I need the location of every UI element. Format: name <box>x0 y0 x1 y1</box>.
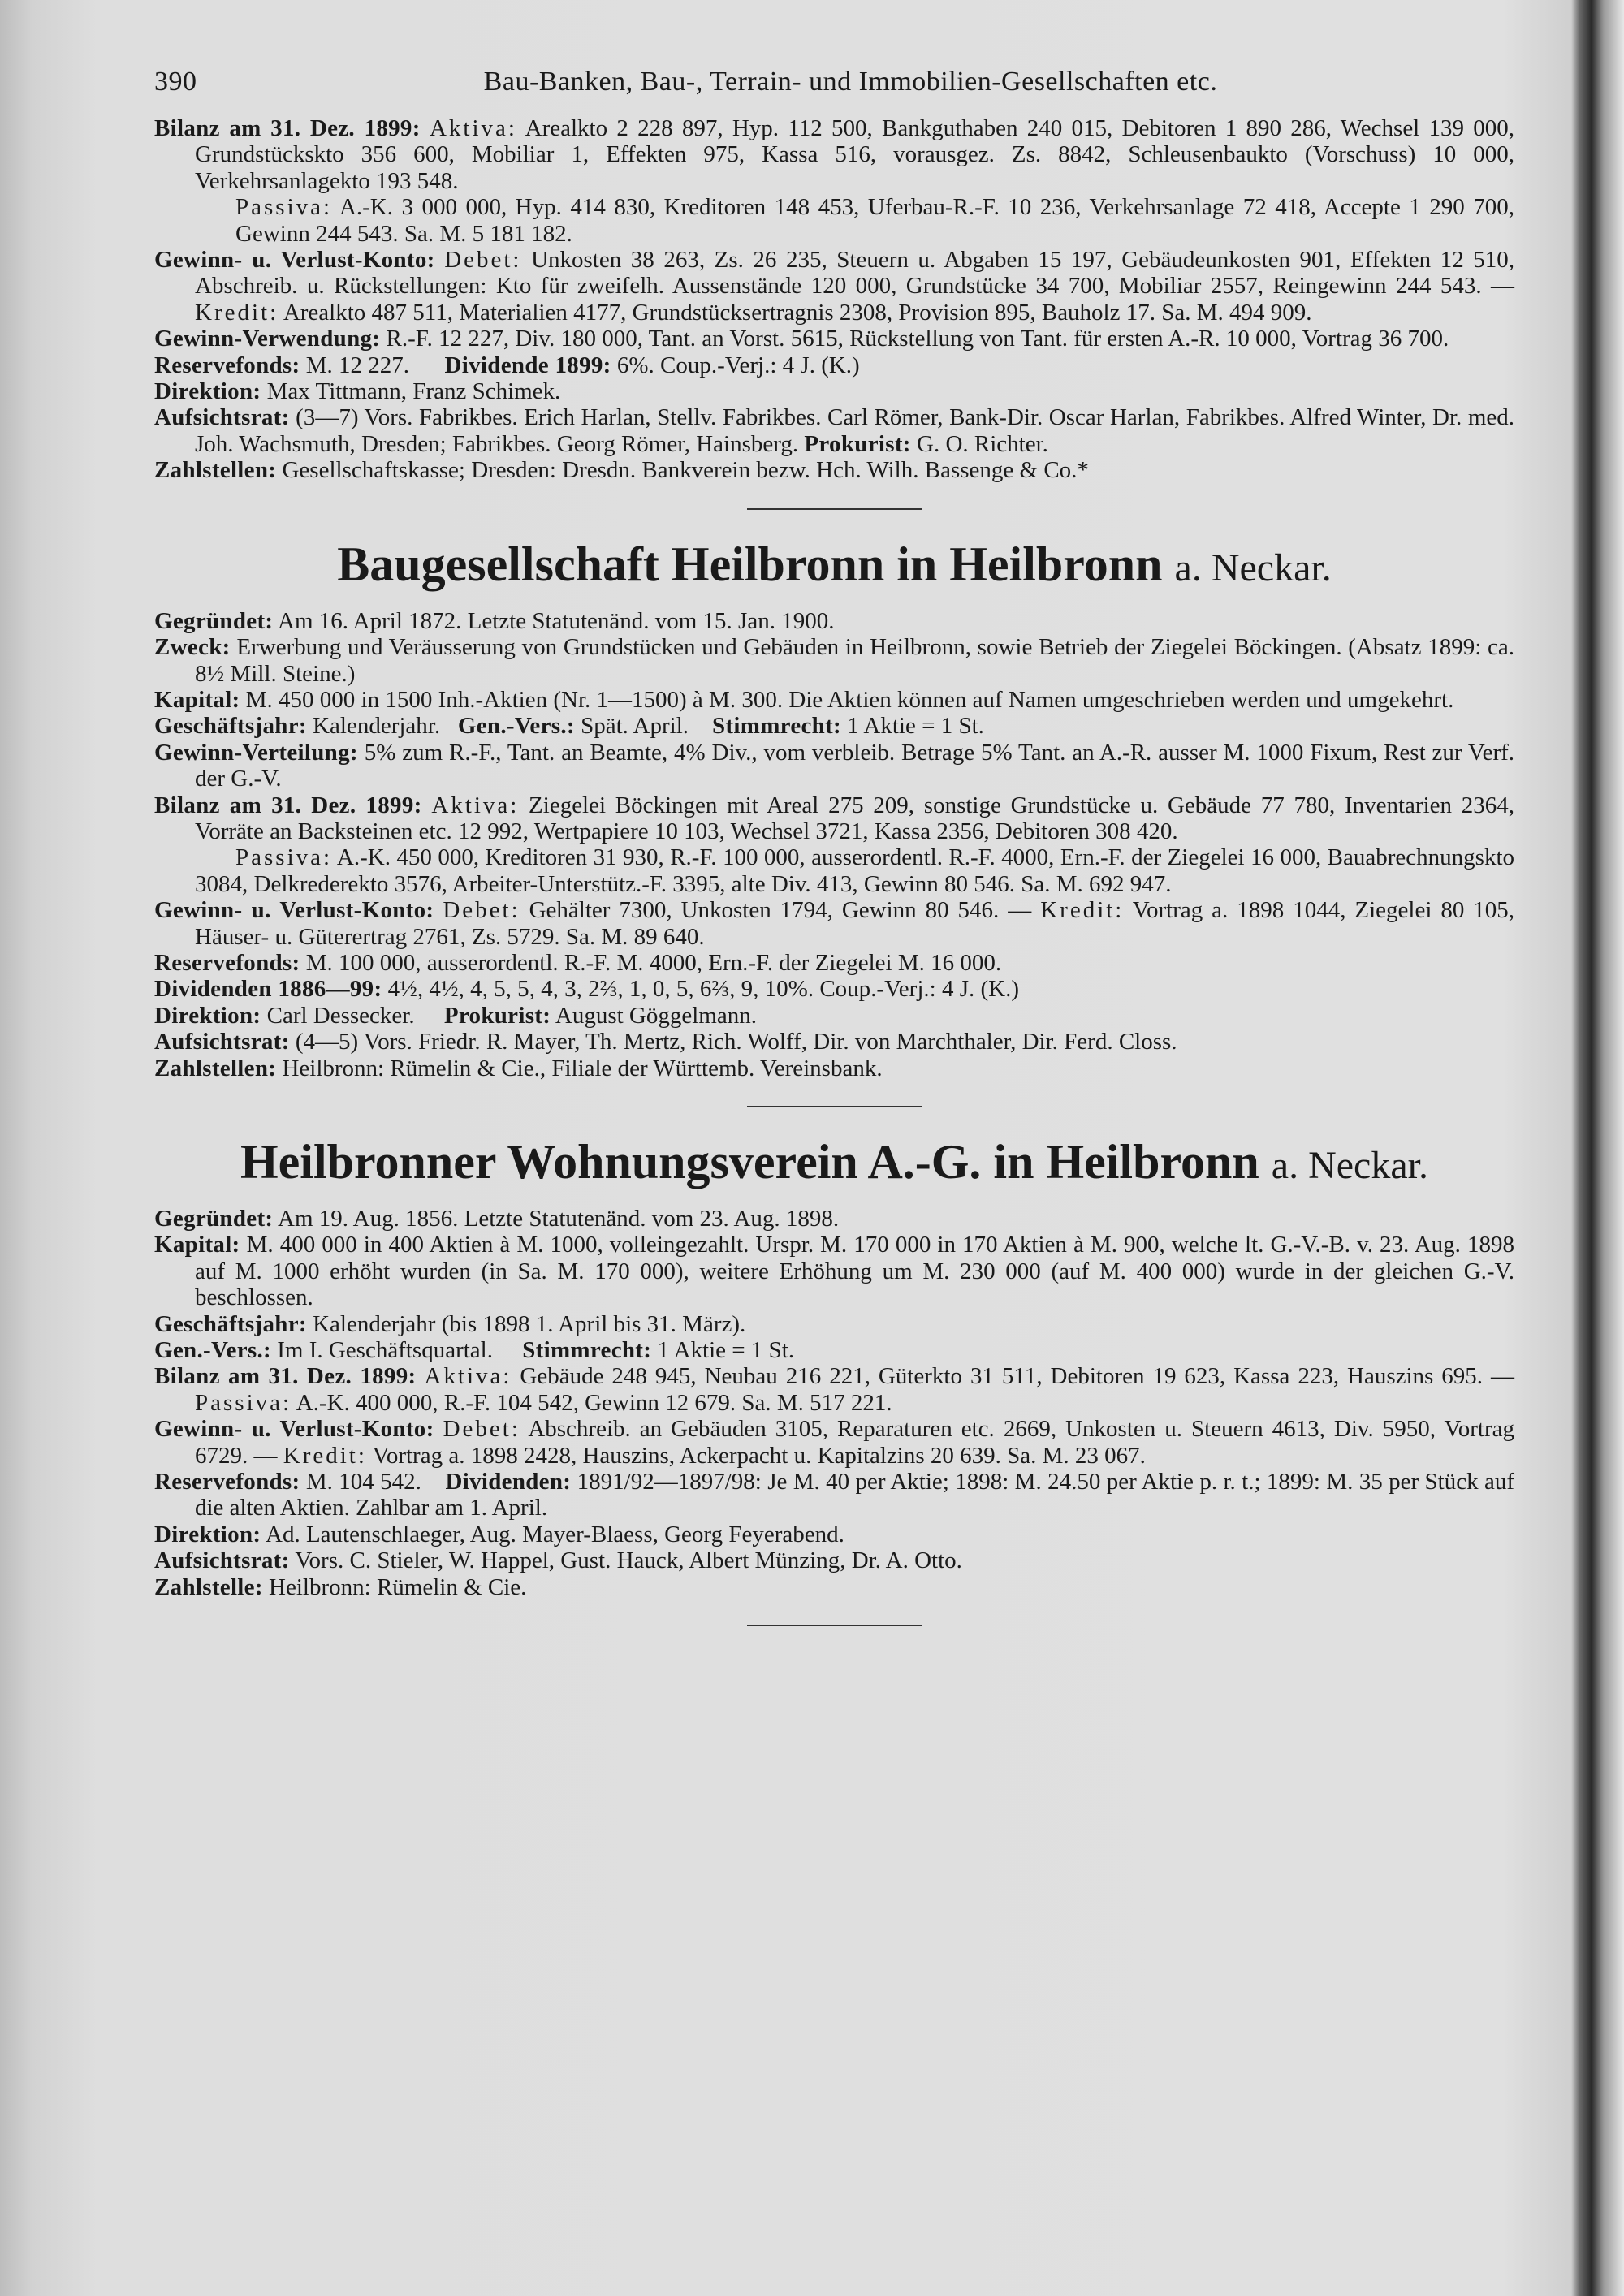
zweck-entry <box>154 634 1514 687</box>
verwendung-label: Gewinn-Verwendung: <box>154 326 381 352</box>
verteilung-label: Gewinn-Verteilung: <box>154 739 358 766</box>
reserve-dividende-entry <box>154 352 1514 378</box>
direktion-entry <box>154 1003 1514 1029</box>
aktiva-text: Gebäude 248 945, Neubau 216 221, Güterkto 31 511, Debitoren 19 623, Kassa 223, Hauszins 695. — <box>520 1363 1514 1390</box>
direktion-label: Direktion: <box>154 1002 261 1029</box>
passiva-text: A.-K. 3 000 000, Hyp. 414 830, Kreditoren 148 453, Uferbau-R.-F. 10 236, Verkehrsanlage 72 418, Accepte 1 290 700, Gewinn 244 543. Sa. M. 5 181 182. <box>235 194 1515 247</box>
kapital-entry <box>154 1232 1514 1310</box>
zahlstellen-entry <box>154 457 1514 483</box>
zahlstelle-text: Heilbronn: Rümelin & Cie. <box>269 1573 527 1600</box>
genvers-text: Im I. Geschäftsquartal. <box>277 1337 493 1364</box>
passiva-text: A.-K. 450 000, Kreditoren 31 930, R.-F. 100 000, ausserordentl. R.-F. 4000, Ern.-F. der Ziegelei 16 000, Bauabrechnungskto 3084, Delkrederekto 3576, Arbeiter-Unterstütz.-F. 3395, alte Div. 413, Gewinn 80 546. Sa. M. 692 947. <box>195 844 1514 897</box>
debet-text: Unkosten 38 263, Zs. 26 235, Steuern u. Abgaben 15 197, Gebäudeunkosten 901, Effekten 12 510, Abschreib. u. Rückstellungen: Kto für zweifelh. Aussenstände 120 000, Grundstücke 34 700, Mobiliar 2557, Reingewinn 244 543. — <box>195 247 1515 300</box>
bilanz-label: Bilanz am 31. Dez. 1899: <box>154 1363 417 1390</box>
zahlstellen-text: Heilbronn: Rümelin & Cie., Filiale der Württemb. Vereinsbank. <box>282 1055 883 1081</box>
company-title <box>154 1132 1514 1196</box>
passiva-label: Passiva: <box>235 194 333 221</box>
dividenden-label: Dividenden 1886—99: <box>154 976 382 1003</box>
aufsichtsrat-label: Aufsichtsrat: <box>154 404 290 431</box>
company-title-text: Heilbronner Wohnungsverein A.-G. in Heilbronn <box>240 1135 1259 1189</box>
passiva-text: A.-K. 400 000, R.-F. 104 542, Gewinn 12 679. Sa. M. 517 221. <box>296 1389 892 1416</box>
geschaeftsjahr-label: Geschäftsjahr: <box>154 713 307 740</box>
company-title <box>154 534 1514 598</box>
bilanz-entry <box>154 1363 1514 1416</box>
aktiva-text: Arealkto 2 228 897, Hyp. 112 500, Bankguthaben 240 015, Debitoren 1 890 286, Wechsel 139 000, Grundstückskto 356 600, Mobiliar 1, Effekten 975, Kassa 516, vorausgez. Zs. 8842, Schleusenbaukto (Vorschuss) 10 000, Verkehrsanlagekto 193 548. <box>195 115 1515 194</box>
dividende-text: 6%. Coup.-Verj.: 4 J. (K.) <box>616 352 860 378</box>
bilanz-label: Bilanz am 31. Dez. 1899: <box>154 792 422 818</box>
passiva-label: Passiva: <box>235 844 333 871</box>
kredit-label: Kredit: <box>1040 897 1125 924</box>
zahlstellen-entry <box>154 1055 1514 1081</box>
zahlstellen-label: Zahlstellen: <box>154 1055 277 1081</box>
company-title-suffix: a. Neckar. <box>1174 546 1332 589</box>
kredit-text: Vortrag a. 1898 2428, Hauszins, Ackerpacht u. Kapitalzins 20 639. Sa. M. 23 067. <box>372 1442 1146 1469</box>
aktiva-label: Aktiva: <box>429 115 517 141</box>
direktion-label: Direktion: <box>154 1521 261 1547</box>
reserve-label: Reservefonds: <box>154 352 300 378</box>
bilanz-entry <box>154 115 1514 194</box>
aufsichtsrat-entry <box>154 1547 1514 1573</box>
direktion-text: Ad. Lautenschlaeger, Aug. Mayer-Blaess, Georg Feyerabend. <box>266 1521 844 1547</box>
reserve-dividenden-entry <box>154 1469 1514 1521</box>
direktion-entry <box>154 378 1514 404</box>
prokurist-label: Prokurist: <box>443 1002 551 1029</box>
geschaeftsjahr-text: Kalenderjahr (bis 1898 1. April bis 31. März). <box>313 1310 746 1337</box>
zweck-label: Zweck: <box>154 634 231 661</box>
guv-entry <box>154 897 1514 950</box>
aktiva-text: Ziegelei Böckingen mit Areal 275 209, sonstige Grundstücke u. Gebäude 77 780, Inventarien 2364, Vorräte an Backsteinen etc. 12 992, Wertpapiere 10 103, Wechsel 3721, Kassa 2356, Debitoren 308 420. <box>195 792 1514 844</box>
zahlstelle-entry <box>154 1574 1514 1600</box>
dividenden-entry <box>154 976 1514 1002</box>
kredit-text: Arealkto 487 511, Materialien 4177, Grundstücksertragnis 2308, Provision 895, Bauholz 17. Sa. M. 494 909. <box>283 299 1312 326</box>
bilanz-entry <box>154 792 1514 845</box>
zahlstellen-text: Gesellschaftskasse; Dresden: Dresdn. Bankverein bezw. Hch. Wilh. Bassenge & Co.* <box>282 457 1089 484</box>
reserve-label: Reservefonds: <box>154 949 300 976</box>
aufsichtsrat-entry <box>154 404 1514 457</box>
direktion-label: Direktion: <box>154 378 261 405</box>
page-header <box>154 67 1514 115</box>
direktion-entry <box>154 1521 1514 1547</box>
genvers-label: Gen.-Vers.: <box>457 713 575 740</box>
direktion-text: Carl Dessecker. <box>266 1002 415 1029</box>
gegruendet-text: Am 16. April 1872. Letzte Statutenänd. vom 15. Jan. 1900. <box>278 607 835 634</box>
debet-text: Abschreib. an Gebäuden 3105, Reparaturen etc. 2669, Unkosten u. Steuern 4613, Div. 5950, Vortrag 6729. — <box>195 1416 1515 1469</box>
section-2 <box>154 608 1514 1081</box>
aufsichtsrat-text: Vors. C. Stieler, W. Happel, Gust. Hauck, Albert Münzing, Dr. A. Otto. <box>295 1547 962 1574</box>
passiva-entry <box>154 194 1514 247</box>
geschaeftsjahr-text: Kalenderjahr. <box>313 713 441 740</box>
kapital-text: M. 450 000 in 1500 Inh.-Aktien (Nr. 1—1500) à M. 300. Die Aktien können auf Namen umgeschrieben werden und umgekehrt. <box>245 686 1454 713</box>
kapital-label: Kapital: <box>154 1232 240 1258</box>
dividenden-text: 1891/92—1897/98: Je M. 40 per Aktie; 1898: M. 24.50 per Aktie p. r. t.; 1899: M. 35 per Stück auf die alten Aktien. Zahlbar am 1. April. <box>195 1469 1515 1521</box>
stimmrecht-label: Stimmrecht: <box>522 1337 652 1364</box>
company-title-text: Baugesellschaft Heilbronn in Heilbronn <box>337 537 1163 591</box>
passiva-label: Passiva: <box>195 1389 292 1416</box>
kredit-label: Kredit: <box>195 299 279 326</box>
page-number: 390 <box>154 67 197 97</box>
debet-text: Gehälter 7300, Unkosten 1794, Gewinn 80 546. — <box>529 897 1032 924</box>
genvers-text: Spät. April. <box>581 713 689 740</box>
debet-label: Debet: <box>443 1416 520 1443</box>
gegruendet-label: Gegründet: <box>154 607 274 634</box>
stimmrecht-text: 1 Aktie = 1 St. <box>657 1337 795 1364</box>
kredit-label: Kredit: <box>283 1442 367 1469</box>
bilanz-label: Bilanz am 31. Dez. 1899: <box>154 115 421 141</box>
kapital-label: Kapital: <box>154 686 240 713</box>
gegruendet-entry <box>154 608 1514 634</box>
guv-label: Gewinn- u. Verlust-Konto: <box>154 897 434 924</box>
geschaeftsjahr-label: Geschäftsjahr: <box>154 1310 307 1337</box>
reserve-entry <box>154 950 1514 976</box>
gegruendet-label: Gegründet: <box>154 1206 274 1232</box>
passiva-entry <box>154 844 1514 897</box>
verteilung-text: 5% zum R.-F., Tant. an Beamte, 4% Div., vom verbleib. Betrage 5% Tant. an A.-R. ausser M. 1000 Fixum, Rest zur Verf. der G.-V. <box>195 739 1515 792</box>
kapital-text: M. 400 000 in 400 Aktien à M. 1000, volleingezahlt. Urspr. M. 170 000 in 170 Aktien à M. 900, welche lt. G.-V.-B. v. 23. Aug. 1898 auf M. 1000 erhöht wurden (in Sa. M. 170 000), weitere Erhöhung um M. 230 000 (auf M. 400 000) wurde in der gleichen G.-V. beschlossen. <box>195 1232 1514 1311</box>
dividenden-text: 4½, 4½, 4, 5, 5, 4, 3, 2⅔, 1, 0, 5, 6⅔, 9, 10%. Coup.-Verj.: 4 J. (K.) <box>387 976 1019 1003</box>
prokurist-label: Prokurist: <box>804 430 911 457</box>
verteilung-entry <box>154 740 1514 792</box>
reserve-text: M. 104 542. <box>305 1469 421 1495</box>
page-content <box>154 67 1514 1651</box>
stimmrecht-label: Stimmrecht: <box>712 713 842 740</box>
reserve-label: Reservefonds: <box>154 1469 300 1495</box>
aufsichtsrat-label: Aufsichtsrat: <box>154 1029 290 1055</box>
aufsichtsrat-text: (4—5) Vors. Friedr. R. Mayer, Th. Mertz, Rich. Wolff, Dir. von Marchthaler, Dir. Ferd. Closs. <box>295 1029 1177 1055</box>
section-divider <box>747 1106 922 1107</box>
reserve-text: M. 100 000, ausserordentl. R.-F. M. 4000, Ern.-F. der Ziegelei M. 16 000. <box>305 949 1002 976</box>
verwendung-entry <box>154 326 1514 352</box>
guv-entry <box>154 1416 1514 1469</box>
guv-label: Gewinn- u. Verlust-Konto: <box>154 1416 434 1443</box>
prokurist-text: August Göggelmann. <box>555 1002 757 1029</box>
guv-entry <box>154 247 1514 326</box>
zahlstelle-label: Zahlstelle: <box>154 1573 263 1600</box>
zweck-text: Erwerbung und Veräusserung von Grundstücken und Gebäuden in Heilbronn, sowie Betrieb der Ziegelei Böckingen. (Absatz 1899: ca. 8½ Mill. Steine.) <box>195 634 1515 687</box>
prokurist-text: G. O. Richter. <box>917 430 1048 457</box>
genvers-label: Gen.-Vers.: <box>154 1337 271 1364</box>
zahlstellen-label: Zahlstellen: <box>154 457 277 484</box>
geschaeftsjahr-entry <box>154 1311 1514 1337</box>
section-1 <box>154 115 1514 484</box>
company-title-suffix: a. Neckar. <box>1271 1144 1428 1187</box>
aktiva-label: Aktiva: <box>431 792 520 818</box>
guv-label: Gewinn- u. Verlust-Konto: <box>154 247 435 274</box>
gegruendet-entry <box>154 1206 1514 1232</box>
debet-label: Debet: <box>443 897 520 924</box>
section-divider <box>747 508 922 510</box>
aufsichtsrat-label: Aufsichtsrat: <box>154 1547 290 1574</box>
aufsichtsrat-text: (3—7) Vors. Fabrikbes. Erich Harlan, Stellv. Fabrikbes. Carl Römer, Bank-Dir. Oscar Harlan, Fabrikbes. Alfred Winter, Dr. med. Joh. Wachsmuth, Dresden; Fabrikbes. Georg Römer, Hainsberg. <box>195 404 1514 457</box>
verwendung-text: R.-F. 12 227, Div. 180 000, Tant. an Vorst. 5615, Rückstellung von Tant. für ersten A.-R. 10 000, Vortrag 36 700. <box>386 326 1449 352</box>
debet-label: Debet: <box>444 247 522 274</box>
aktiva-label: Aktiva: <box>424 1363 512 1390</box>
dividende-label: Dividende 1899: <box>444 352 611 378</box>
dividenden-label: Dividenden: <box>445 1469 572 1495</box>
kapital-entry <box>154 687 1514 713</box>
aufsichtsrat-entry <box>154 1029 1514 1055</box>
section-divider <box>747 1625 922 1626</box>
kredit-text: Vortrag a. 1898 1044, Ziegelei 80 105, Häuser- u. Güterertrag 2761, Zs. 5729. Sa. M. 89 640. <box>195 897 1515 950</box>
gegruendet-text: Am 19. Aug. 1856. Letzte Statutenänd. vom 23. Aug. 1898. <box>278 1206 840 1232</box>
reserve-text: M. 12 227. <box>305 352 410 378</box>
geschaeftsjahr-entry <box>154 713 1514 739</box>
section-3 <box>154 1206 1514 1600</box>
genvers-entry <box>154 1337 1514 1363</box>
running-title: Bau-Banken, Bau-, Terrain- und Immobilien-Gesellschaften etc. <box>483 67 1218 97</box>
direktion-text: Max Tittmann, Franz Schimek. <box>266 378 561 405</box>
stimmrecht-text: 1 Aktie = 1 St. <box>847 713 984 740</box>
